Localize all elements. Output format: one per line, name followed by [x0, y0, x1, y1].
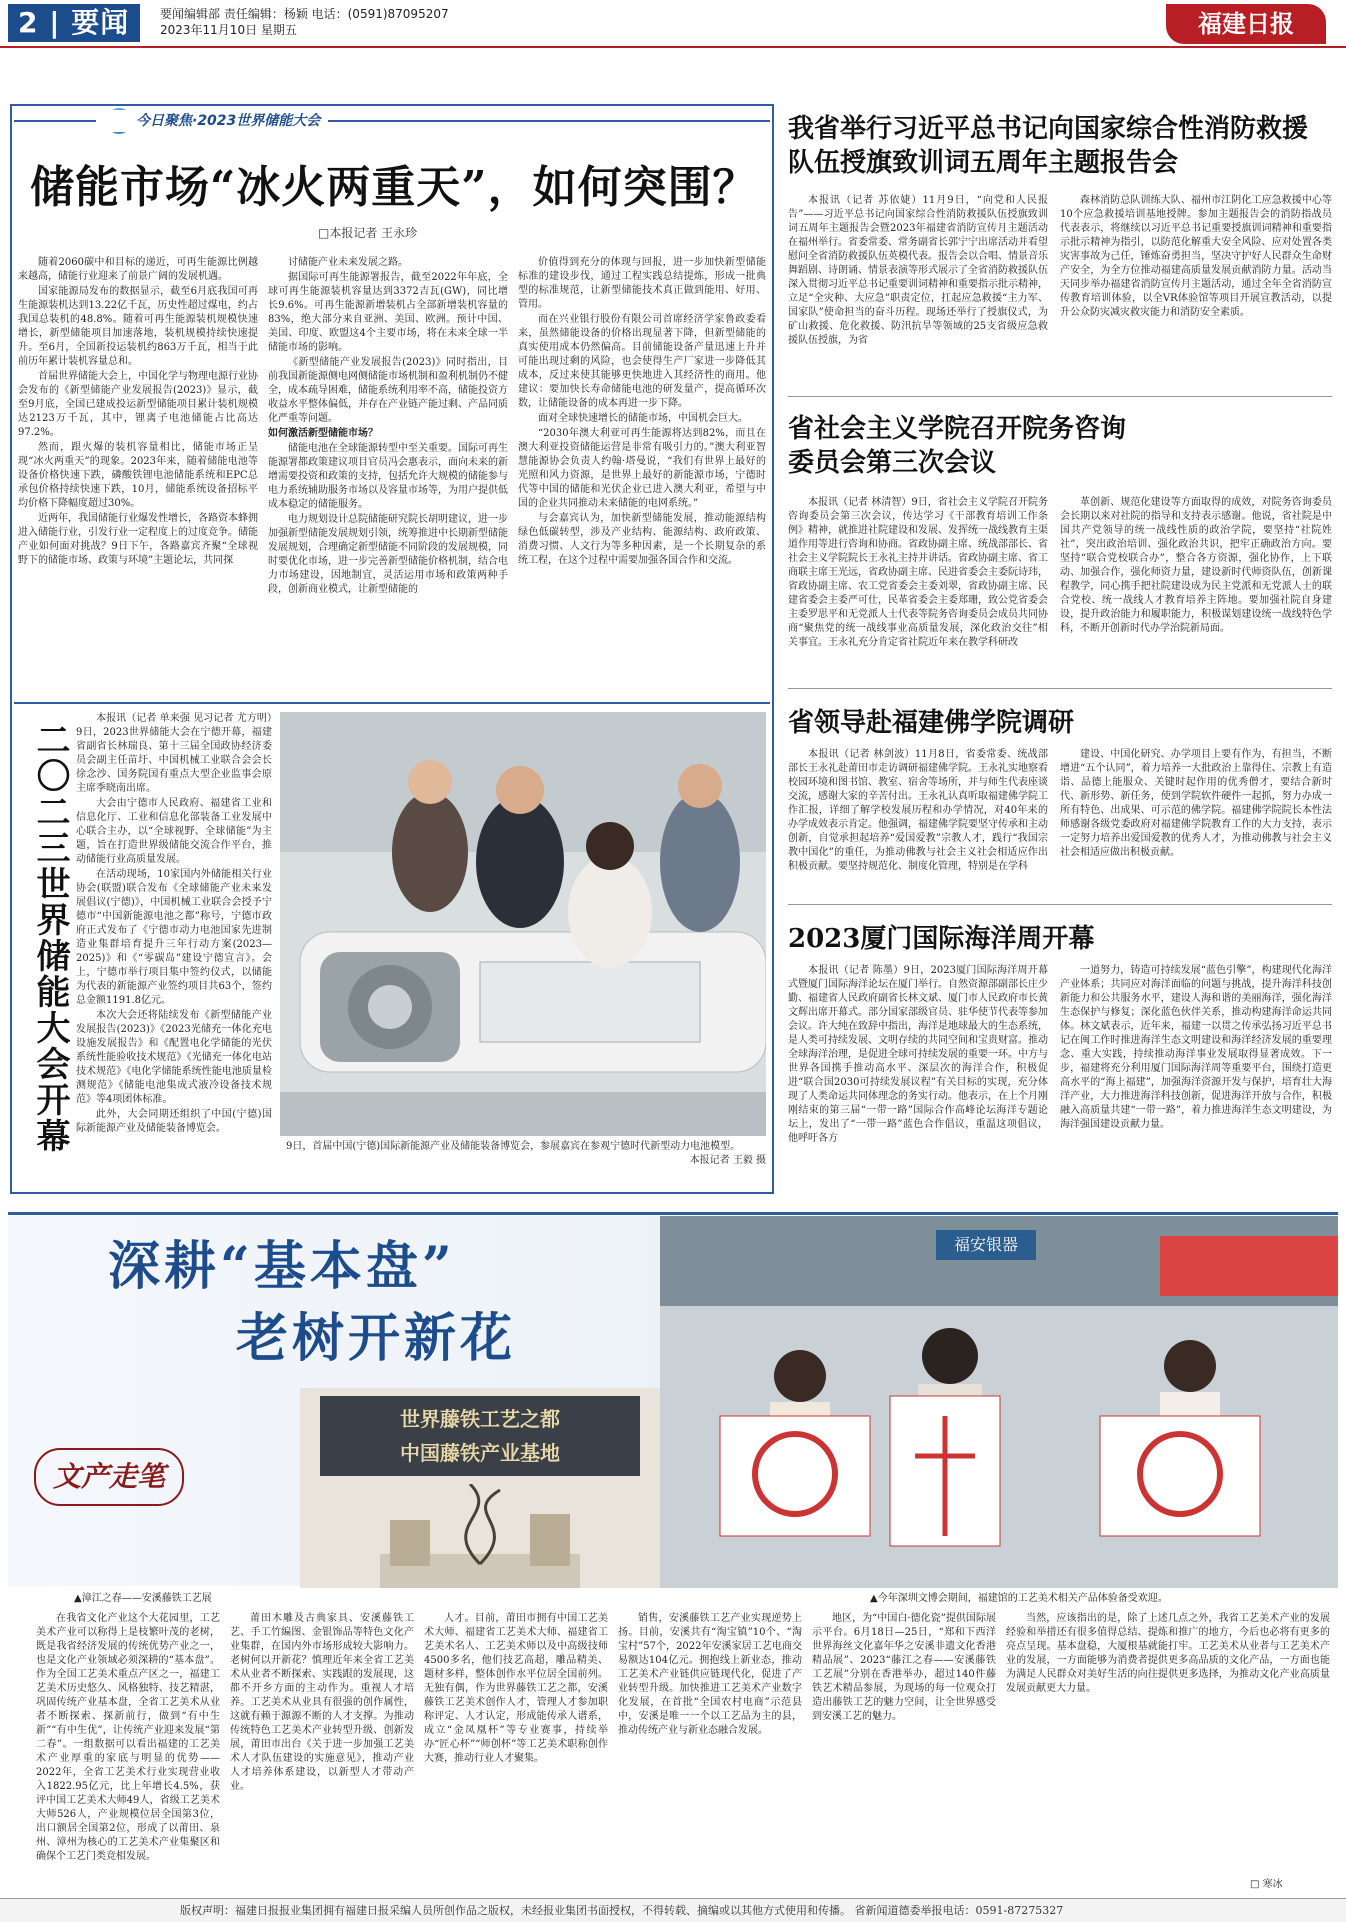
paragraph: 近两年，我国储能行业爆发性增长，各路资本蜂拥进入储能行业，引发行业一定程度上的过度竞争。储能产业如何面对挑战？9日下午，各路嘉宾齐聚“全球视野下的储能市场、政策与环境”主题论坛，共同探 [18, 513, 258, 566]
paragraph: 森林消防总队训练大队、福州市江阴化工应急救援中心等10个应急救援培训基地授牌。参加主题报告会的消防指战员代表表示，将继续以习近平总书记重要授旗训词精神和重要指示批示精神为指引，以防范化解重大安全风险、应对处置各类灾害事故为己任，锤炼奋勇担当，坚决守护好人民群众生命财产安全，为全方位推动福建高质量发展贡献消防力量。活动当天同步举办福建省消防宣传月主题活动，通过全年全省消防宣传教育培训体验，以全VR体验馆等项目开展宣教活动，以提升公众防灾减灾救灾能力和消防安全素质。 [1060, 195, 1332, 318]
expo-photo-illustration [280, 712, 766, 1136]
story-title-buddhist-college: 省领导赴福建佛学院调研 [788, 708, 1075, 738]
story-college-col-1 [788, 496, 1048, 678]
header-meta [160, 6, 449, 38]
paragraph: 首届世界储能大会上，中国化学与物理电源行业协会发布的《新型储能产业发展报告(2023)》显示，截至9月底，全国已建成投运新型储能项目累计装机规模达2123万千瓦，其中，锂离子电池储能占比高达97.2%。 [18, 371, 258, 438]
culture-col-2 [230, 1612, 414, 1892]
paragraph: 据国际可再生能源署报告，截至2022年年底，全球可再生能源装机容量达到3372吉瓦(GW)，同比增长9.6%。可再生能源新增装机占全部新增装机容量的83%，绝大部分来自亚洲、美国、欧洲。预计中国、美国、印度、欧盟这4个主要市场，将在未来全球一半储能市场的影响。 [268, 272, 508, 353]
paragraph: 讨储能产业未来发展之路。 [288, 257, 408, 268]
paragraph: 本次大会还将陆续发布《新型储能产业发展报告(2023)》《2023光储充一体化充电设施发展报告》和《配置电化学储能的光伏系统性能验收技术规范》《光储充一体化电站技术规范》《电化学储能系统性能电池质量检测规范》《储能电池集成式液冷设备技术规范》等4项团体标准。 [76, 1010, 272, 1105]
feature-title: 储能市场“冰火两重天”，如何突围？ [30, 162, 758, 213]
paragraph: 在活动现场，10家国内外储能相关行业协会(联盟)联合发布《全球储能产业未来发展倡议(宁德)》，中国机械工业联合会授予宁德市“中国新能源电池之都”称号，宁德市政府正式发布了《宁德市动力电池国家先进制造业集群培育提升三年行动方案(2023—2025)》和《“零碳岛”建设宁德宣言》。会上，宁德市举行项目集中签约仪式，以储能为代表的新能源产业签约项目共63个，签约总金额1191.8亿元。 [76, 869, 272, 1006]
paragraph: “2030年澳大利亚可再生能源将达到82%，而且在澳大利亚投资储能运营是非常有吸引力的。”澳大利亚智慧能源协会负责人约翰·塔曼说，“我们有世界上最好的光照和风力资源，是世界上最好的新能源市场，宁德时代等中国的储能和光伏企业已进入澳大利亚，希望与中国的企业共同推动未来储能的电网系统。” [518, 428, 766, 509]
paragraph: 大会由宁德市人民政府、福建省工业和信息化厅、工业和信息化部装备工业发展中心联合主办，以“全球视野、全球储能”为主题，旨在打造世界级储能交流合作平台，推动储能行业高质量发展。 [76, 798, 272, 865]
newspaper-logo: 福建日报 [1166, 4, 1326, 44]
booth-sign: 福安银器 [936, 1230, 1036, 1260]
culture-col-6 [1006, 1612, 1330, 1876]
paragraph: 本报讯（记者 单来强 见习记者 尤方明）9日，2023世界储能大会在宁德开幕，福建省副省长林瑞良、第十三届全国政协经济委员会副主任苗圩、中国机械工业联合会会长徐念沙、国务院国有重点大型企业监事会原主席季晓南出席。 [76, 713, 272, 794]
feature-column-2 [268, 256, 508, 696]
feature-byline: □本报记者 王永珍 [318, 226, 418, 240]
photo-credit: 本报记者 王毅 摄 [689, 1155, 766, 1166]
sub-story [76, 712, 272, 1182]
story-ocean-col-1 [788, 964, 1048, 1196]
page-number: 2 [18, 6, 39, 39]
story-divider [788, 904, 1332, 905]
expo-photo [280, 712, 766, 1136]
paragraph: 本报讯（记者 苏依婕）11月9日，“向党和人民报告”——习近平总书记向国家综合性消防救援队伍授旗致训词五周年主题报告会暨2023年福建省消防宣传月主题活动在福州举行。省委常委、常务副省长郭宁宁出席活动并看望慰问全省消防救援队伍英模代表。报告会以合唱、情景音乐舞蹈剧、诗朗诵、情景表演等形式展示了全省消防救援队伍深入贯彻习近平总书记重要训词精神和重要指示批示精神，立足“全灾种、大应急”职责定位，扛起应急救援“主力军、国家队”使命担当的奋斗历程。现场还举行了授旗仪式，为矿山救援、危化救援、防汛抗旱等领域的25支省级应急救援队伍授旗，为省 [788, 195, 1048, 346]
story-fire-col-1 [788, 194, 1048, 390]
culture-col-1 [36, 1612, 220, 1892]
paragraph: 地区，为“中国白·德化瓷”提供国际展示平台。6月18日—25日，“郑和下西洋世界海丝文化嘉年华之安溪非遗文化香港精品展”、2023“藤江之春——安溪藤铁工艺展”分别在香港举办，超过140件藤铁艺术精品参展，为现场的每一位观众打造出藤铁工艺的魅力空间，让全世界感受到安溪工艺的魅力。 [812, 1613, 996, 1722]
paragraph: 当然，应该指出的是，除了上述几点之外，我省工艺美术产业的发展经验和举措还有很多值得总结、提炼和推广的地方，今后也必将有更多的亮点呈现。基本盘稳，大厦根基就能打牢。工艺美术从业者与工艺美术产业的发展，一方面能够为消费者提供更多高品质的文化产品，一方面也能为满足人民群众对美好生活的向往提供更多选择，为推动文化产业高质量发展贡献更大力量。 [1006, 1613, 1330, 1694]
feature-column-3 [518, 256, 766, 696]
rattan-sign [320, 1396, 640, 1476]
paragraph: 随着2060碳中和目标的递近，可再生能源比例越来越高，储能行业迎来了前景广阔的发展机遇。 [18, 257, 258, 282]
rattan-sculpture-illustration [380, 1484, 580, 1588]
expo-booth-photo [660, 1216, 1338, 1588]
story-title-ocean-week: 2023厦门国际海洋周开幕 [788, 924, 1095, 954]
author-sign: □ 寒冰 [1250, 1879, 1283, 1890]
story-title-fire: 我省举行习近平总书记向国家综合性消防救援队伍授旗致训词五周年主题报告会 [788, 114, 1309, 178]
paragraph: 与会嘉宾认为，加快新型储能发展，推动能源结构绿色低碳转型，涉及产业结构、能源结构、政府政策、消费习惯、人文行为等多种因素，是一个长期复杂的系统工程，在这个过程中需要加强各国合作和交流。 [518, 513, 766, 566]
rattan-expo-photo [300, 1388, 660, 1588]
feature-column-1 [18, 256, 258, 696]
paragraph: 面对全球快速增长的储能市场，中国机会巨大。 [538, 413, 748, 424]
story-ocean-col-2 [1060, 964, 1332, 1196]
sign-line-1: 世界藤铁工艺之都 [400, 1407, 560, 1431]
paragraph: 本报讯（记者 林清智）9日，省社会主义学院召开院务咨询委员会第三次会议，传达学习《干部教育培训工作条例》精神，就推进社院建设和发展、发挥统一战线教育主渠道作用等进行咨询和协商。省政协副主席、统战部部长、省社会主义学院院长王永礼主持并讲话。省政协副主席、省工商联主席王光远，省政协副主席、民进省委会主委阮诗玮，省政协副主席、农工党省委会主委刘翠，省政协副主席、民建省委会主委严可仕，民革省委会主委郑珊，致公党省委会主委罗思平和无党派人士代表等院务咨询委员会成员共同协商“聚焦党的统一战线事业高质量发展，深化政治交往”相关事宜。王永礼充分肯定省社院近年来在教学科研改 [788, 497, 1048, 648]
caption-text: 9日，首届中国(宁德)国际新能源产业及储能装备博览会，参展嘉宾在参观宁德时代新型动力电池模型。 [286, 1141, 741, 1152]
story-buddhist-col-1 [788, 748, 1048, 898]
paragraph: 本报讯（记者 林剑波）11月8日，省委常委、统战部部长王永礼赴莆田市走访调研福建佛学院。王永礼实地察看校园环境和图书馆、教室、宿舍等场所，并与师生代表座谈交流，感谢大家的辛苦付出。王永礼认真听取福建佛学院工作汇报，详细了解学校发展历程和办学情况，对40年来的办学成效表示肯定。他强调，福建佛学院要坚守传承和主动创新，自觉承担起培养“爱国爱教”宗教人才，践行“我国宗教中国化”的重任，为推动佛教与社会主义社会相适应作出积极贡献。要坚持规范化、制度化管理，特别是在学科 [788, 749, 1048, 872]
paragraph: 价值得到充分的体现与回报，进一步加快新型储能标准的建设步伐，通过工程实践总结提炼，形成一批典型的标准规范，让新型储能技术真正做到能用、好用、管用。 [518, 257, 766, 310]
paragraph: 此外，大会同期还组织了中国(宁德)国际新能源产业及储能装备博览会。 [76, 1109, 272, 1134]
paragraph: 电力规划设计总院储能研究院长胡明建议，进一步加强新型储能发展规划引领，统筹推进中长期新型储能发展规划，合理确定新型储能不同阶段的发展规模，同时要优化市场，进一步完善新型储能价格机制，结合电力市场建设，因地制宜，灵活运用市场和政策两种手段，创新商业模式，让新型储能的 [268, 514, 508, 595]
paragraph: 然而，跟火爆的装机容量相比，储能市场正呈现“冰火两重天”的现象。2023年来，随着储能电池等设备价格快速下跌，磷酸铁锂电池储能系统和EPC总承包价格持续快速下跌，10月，储能系统设备招标平均价格下降幅度超过30%。 [18, 442, 258, 509]
paragraph: 储能电池在全球能源转型中至关重要。国际可再生能源署都政策建议项目官员冯会惠表示，面向未来的新增需要投资和政策的支持，包括允许大规模的储能参与电力系统辅助服务市场以及容量市场等，为用户提供低成本稳定的储能服务。 [268, 443, 508, 510]
banner-title-2: 老树开新花 [236, 1308, 517, 1369]
paragraph: 国家能源局发布的数据显示，截至6月底我国可再生能源装机达到13.22亿千瓦，历史性超过煤电，约占我国总装机的48.8%。随着可再生能源装机规模快速增长，新型储能项目加速落地，装机规模持续快速提升。至6月，全国新投运装机约863万千瓦，相当于此前历年累计装机容量总和。 [18, 286, 258, 367]
booth-caption: ▲今年深圳文博会期间，福建馆的工艺美术相关产品体验备受欢迎。 [870, 1593, 1168, 1604]
story-fire-col-2 [1060, 194, 1332, 390]
page-section-badge: 2 | 要闻 [8, 4, 140, 42]
booth-illustration [660, 1216, 1338, 1588]
banner-title-1: 深耕“基本盘” [108, 1236, 456, 1297]
paragraph: 《新型储能产业发展报告(2023)》同时指出，目前我国新能源侧电网侧储能市场机制和盈利机制仍不健全，成本疏导困难，储能系统利用率不高，储能投资方收益水平整体偏低，并存在产业链产能过剩、产品同质化严重等问题。 [268, 357, 508, 424]
story-title-socialism-college: 省社会主义学院召开院务咨询委员会第三次会议 [788, 414, 1127, 478]
section-name: 要闻 [71, 6, 130, 39]
issue-date: 2023年11月10日 星期五 [160, 23, 297, 37]
copyright-footer: 版权声明：福建日报报业集团拥有福建日报采编人员所创作品之版权，未经报业集团书面授权，不得转载、摘编或以其他方式使用和传播。 省新闻道德委举报电话：0591-87275327 [0, 1898, 1346, 1922]
rattan-caption: ▲漳江之春——安溪藤铁工艺展 [74, 1593, 212, 1604]
story-divider [788, 688, 1332, 689]
culture-col-4 [618, 1612, 802, 1892]
story-college-col-2 [1060, 496, 1332, 678]
feature-kicker: 今日聚焦·2023世界储能大会 [96, 110, 328, 132]
paragraph: 而在兴业银行股份有限公司首席经济学家鲁政委看来，虽然储能设备的价格出现显著下降，但新型储能的真实使用成本仍然偏高。目前储能设备产量迅速上升并可能出现过剩的风险，也会使得生产厂家进一步降低其成本，反过来使其能够更快地进入其经济性的商用。他建议：要加快长寿命储能电池的研发量产，提高循环次数，让储能设备的成本再进一步下降。 [518, 314, 766, 409]
paragraph: 人才。目前，莆田市拥有中国工艺美术大师、福建省工艺美术大师、福建省工艺美术名人、工艺美术师以及中高级技师4500多名，他们技艺高超，雕品精美、题材多样，整体创作水平位居全国前列。无独有偶，作为世界藤铁工艺之都，安溪藤铁工艺美术创作人才，管理人才参加职称评定、人才认定，形成能传承人谱系，成立“金凤凰杯”等专业赛事，持续举办“匠心杯”“师创杯”等工艺美术职称创作大赛，推动行业人才聚集。 [424, 1613, 608, 1764]
feature-divider [14, 702, 770, 704]
column-stamp: 文产走笔 [34, 1448, 184, 1506]
story-divider [788, 396, 1332, 397]
paragraph: 莆田木雕及古典家具、安溪藤铁工艺、手工竹编图、金银饰品等特色文化产业集群，在国内外市场形成较大影响力。老树何以开新花？慎理近年来全省工艺美术从业者不断探索、实践跟的发展现，这都不开乡方面的主动作为。重视人才培养。工艺美术从业具有很强的创作属性，这就有赖于源源不断的人才支撑。为推动传统特色工艺美术产业转型升级、创新发展，莆田市出台《关于进一步加强工艺美术人才队伍建设的实施意见》，推动产业人才培养体系建设，以新型人才带动产业。 [230, 1613, 414, 1792]
sign-line-2: 中国藤铁产业基地 [400, 1441, 560, 1465]
culture-col-5 [812, 1612, 996, 1892]
story-buddhist-col-2 [1060, 748, 1332, 898]
paragraph: 在我省文化产业这个大花园里，工艺美术产业可以称得上是枝繁叶茂的老树，既是我省经济发展的传统优势产业之一，也是文化产业领域必须深耕的“基本盘”。作为全国工艺美术重点产区之一，福建工艺美术历史悠久、风格独特、技艺精湛，巩固传统产业基本盘，全省工艺美术从业者不断探索、探新前行，做到“有中生新”“有中生优”，让传统产业迎来发展“第二春”。一组数据可以看出福建的工艺美术产业厚重的家底与明显的优势——2022年，全省工艺美术行业实现营业收入1822.95亿元，比上年增长4.5%，获评中国工艺美术大师49人，省级工艺美术大师526人，产业规模位居全国第3位，出口额居全国第2位，形成了以莆田、泉州、漳州为核心的工艺美术产业集聚区和确保个工艺门类竞相发展。 [36, 1613, 220, 1862]
paragraph: 一道努力，铸造可持续发展“蓝色引擎”，构建现代化海洋产业体系；共同应对海洋面临的问题与挑战，提升海洋科技创新能力和公共服务水平，建设人海和谐的美丽海洋，强化海洋生态保护与修复；深化蓝色伙伴关系，推动构建海洋命运共同体。林文斌表示，近年来，福建一以贯之传承弘扬习近平总书记在闽工作时推进海洋生态文明建设和海洋经济发展的重要理念、重大实践，持续推动海洋事业发展取得显著成效。下一步，福建将充分利用厦门国际海洋周等重要平台，围绕打造更高水平的“海上福建”，加强海洋资源开发与保护，培育壮大海洋产业，大力推进海洋科技创新，促进海洋开放与合作，积极融入高质量共建“一带一路”，着力推进海洋生态文明建设，为海洋强国建设贡献力量。 [1060, 965, 1332, 1130]
editor-line: 要闻编辑部 责任编辑：杨颖 电话：(0591)87095207 [160, 7, 449, 21]
photo-caption [286, 1140, 766, 1184]
paragraph: 革创新、规范化建设等方面取得的成效，对院务咨询委员会长期以来对社院的指导和支持表示感谢。他说，省社院是中国共产党领导的统一战线性质的政治学院，要坚持“社院姓社”，突出政治培训、强化政治共识，把牢正确政治方向。要坚持“联合党校联合办”，整合各方资源，强化协作，上下联动、加强合作，强化师资力量，建设新时代师资队伍，创新课程教学，同心携手把社院建设成为民主党派和无党派人士的联合党校、统一战线人才教育培养主阵地。要加强社院自身建设，提升政治能力和履职能力，积极谋划建设统一战线特色学科，不断开创新时代办学治院新局面。 [1060, 497, 1332, 634]
culture-col-3 [424, 1612, 608, 1892]
paragraph: 销售，安溪藤铁工艺产业实现逆势上扬。目前，安溪共有“淘宝镇”10个、“淘宝村”57个，2022年安溪家居工艺电商交易额达104亿元。拥抱线上新业态，推动工艺美术产业链供应链现代化，促进了产业转型升级。加快推进工艺美术产业数字化发展，在首批“全国农村电商”示范县中，安溪是唯一一个以工艺品为主的县，推动传统产业与新业态融合发展。 [618, 1613, 802, 1736]
paragraph: 如何激活新型储能市场？ [268, 428, 378, 439]
paragraph: 本报讯（记者 陈墨）9日，2023厦门国际海洋周开幕式暨厦门国际海洋论坛在厦门举行。自然资源部副部长庄少勤、福建省人民政府副省长林文斌、厦门市人民政府市长黄文辉出席开幕式。部分国家部级官员、驻华使节代表等参加会议。许大纯在致辞中指出，海洋是地球最大的生态系统，是人类可持续发展、文明存续的共同空间和宝贵财富。推动全球海洋治理，是促进全球可持续发展的重要一环。中方与世界各国携手推动高水平、深层次的海洋合作，积极促进“联合国2030可持续发展议程”有关目标的实现，充分体现了人类命运共同体理念的务实行动。他表示，在上个月刚刚结束的第三届“一带一路”国际合作高峰论坛海洋专题论坛上，发出了“一带一路”蓝色合作倡议，重温这项倡议，他呼吁各方 [788, 965, 1048, 1144]
paragraph: 建设、中国化研究、办学项目上要有作为，有担当，不断增进“五个认同”，着力培养一大批政治上靠得住、宗教上有造诣、品德上能服众、关键时起作用的优秀僧才，要结合新时代、新形势、新任务，使到学院软件硬件一起抓，努力办成一所有特色、出成果、可示范的佛学院。福建佛学院院长本性法师感谢各级党委政府对福建佛学院教育工作的大力支持，表示一定努力培养出爱国爱教的优秀人才，为推动佛教与社会主义社会相适应做出积极贡献。 [1060, 749, 1332, 858]
vertical-subtitle: 二〇二三世界储能大会开幕 [30, 722, 70, 1154]
